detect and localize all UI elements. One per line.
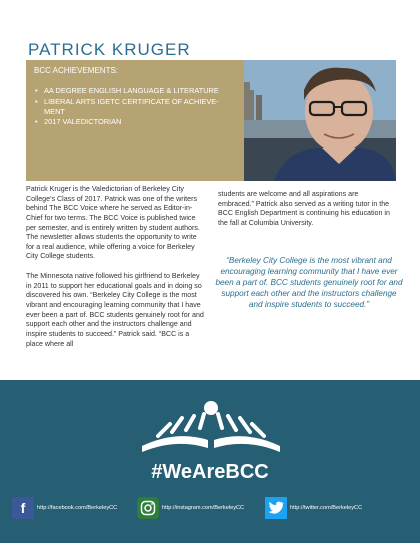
open-book-logo-icon [0, 380, 420, 460]
instagram-url[interactable]: http://instagram.com/BerkeleyCC [162, 505, 245, 511]
page-title: PATRICK KRUGER [28, 40, 191, 59]
instagram-icon [137, 497, 159, 519]
achievement-item: • AA DEGREE ENGLISH LANGUAGE & LITERATURE [32, 86, 238, 96]
facebook-link[interactable] [12, 497, 117, 519]
body-right-column [218, 190, 396, 229]
facebook-url[interactable]: http://facebook.com/BerkeleyCC [37, 505, 118, 511]
pull-quote: “Berkeley City College is the most vibrant and encouraging learning community that I have ever been a part of. BCC students genuinely root for and support each other and the instructors challenge and inspire students to succeed.” [215, 256, 403, 310]
body-paragraph: students are welcome and all aspirations are embraced.” Patrick also served as a writing tutor in the BCC English Department is continuing his education in the fall at Columbia University. [218, 190, 390, 227]
twitter-icon [265, 497, 287, 519]
facebook-icon: f [12, 497, 34, 519]
portrait-photo [244, 60, 396, 181]
achievements-box [26, 60, 244, 181]
body-paragraph: Patrick Kruger is the Valedictorian of Berkeley City College’s Class of 2017. Patrick was one of the writers behind The BCC Voice where he served as Editor-in-Chief for two terms. The BCC Voice is published twice per semester, and is entirely written by student authors. The newsletter allows students the opportunity to write for a real audience, while offering a voice for Berkeley City College students. [26, 185, 200, 261]
twitter-url[interactable]: http://twitter.com/BerkeleyCC [290, 505, 363, 511]
hashtag-title: #WeAreBCC [151, 461, 269, 483]
achievements-heading: BCC ACHIEVEMENTS: [34, 66, 119, 75]
achievement-item: • 2017 VALEDICTORIAN [32, 117, 238, 127]
achievement-item: • LIBERAL ARTS IGETC CERTIFICATE OF ACHIEVE-MENT [32, 97, 238, 116]
instagram-link[interactable] [137, 497, 244, 519]
portrait-illustration [244, 60, 396, 181]
achievements-list [32, 86, 238, 127]
body-paragraph: The Minnesota native followed his girlfriend to Berkeley in 2011 to support her educational goals and in doing so discovered his own. “Berkeley City College is the most vibrant and encouraging learning community that I have ever been a part of. BCC students genuinely root for and support each other and the instructors challenge and inspire students to succeed.” Patrick said. “BCC is a place where all [26, 272, 204, 348]
body-left-column [26, 185, 204, 359]
twitter-link[interactable] [265, 497, 362, 519]
